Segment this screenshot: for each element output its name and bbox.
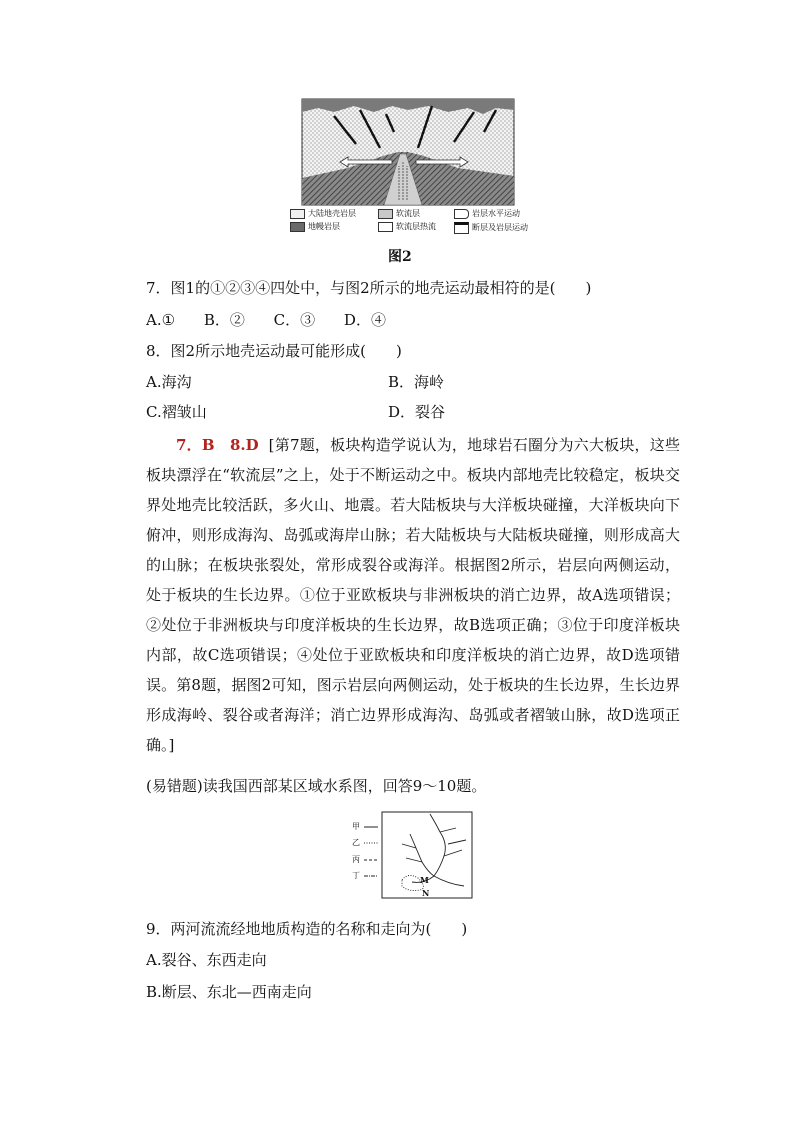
answer-explanation: [第7题，板块构造学说认为，地球岩石圈分为六大板块，这些板块漂浮在“软流层”之上，处于不断运动之中。板块内部地壳比较稳定，板块交界处地壳比较活跃，多火山、地震。若大陆板块与大洋板块碰撞，大洋板块向下俯冲，则形成海沟、岛弧或海岸山脉；若大陆板块与大陆板块碰撞，则形成高大的山脉；在板块张裂处，常形成裂谷或海洋。根据图2所示，岩层向两侧运动，处于板块的生长边界。①位于亚欧板块与非洲板块的消亡边界，故A选项错误；②处位于非洲板块与印度洋板块的生长边界，故B选项正确；③位于印度洋板块内部，故C选项错误；④处位于亚欧板块和印度洋板块的消亡边界，故D选项错误。第8题，据图2可知，图示岩层向两侧运动，处于板块的生长边界，生长边界形成海岭、裂谷或者海洋；消亡边界形成海沟、岛弧或者褶皱山脉，故D选项正确。] <box>146 436 680 754</box>
label-n: N <box>422 888 430 898</box>
legend-horizontal-motion <box>454 209 520 219</box>
river-map <box>344 810 474 902</box>
label-m: M <box>420 875 429 885</box>
legend-lines <box>364 827 378 876</box>
option-c[interactable]: C.褶皱山 <box>146 403 207 421</box>
legend-label: 断层及岩层运动 <box>472 223 528 232</box>
option-a[interactable]: A.裂谷、东西走向 <box>146 951 267 969</box>
legend-label: 地幔岩层 <box>308 222 340 231</box>
legend-asthenosphere-heat <box>378 222 436 232</box>
option-b[interactable]: B.断层、东北—西南走向 <box>146 983 312 1001</box>
answer-keys: 7．B 8.D <box>176 436 259 454</box>
legend-continental-crust <box>290 209 356 219</box>
section-intro: (易错题)读我国西部某区域水系图，回答9～10题。 <box>146 777 487 795</box>
figure-caption: 图2 <box>388 249 412 265</box>
legend-label: 软流层热流 <box>396 222 436 231</box>
legend-jia: 甲 <box>352 822 360 831</box>
legend-label: 软流层 <box>396 209 420 218</box>
legend-yi: 乙 <box>352 838 360 847</box>
option-a[interactable]: A.海沟 <box>146 373 192 391</box>
legend-mantle-rock <box>290 222 340 232</box>
question-9-stem: 9．两河流流经地地质构造的名称和走向为( ) <box>146 920 468 938</box>
question-8-stem: 8．图2所示地壳运动最可能形成( ) <box>146 342 402 360</box>
legend-label: 岩层水平运动 <box>472 209 520 218</box>
option-d[interactable]: D．④ <box>343 311 386 329</box>
legend-label: 大陆地壳岩层 <box>308 209 356 218</box>
legend-ding: 丁 <box>352 871 360 880</box>
answer-block <box>146 430 680 760</box>
option-b[interactable]: B．② <box>203 311 245 329</box>
question-7-options <box>146 310 410 330</box>
legend-asthenosphere <box>378 209 420 219</box>
option-a[interactable]: A.① <box>146 311 176 329</box>
figure-2 <box>288 96 528 236</box>
option-d[interactable]: D．裂谷 <box>388 403 446 421</box>
rift-diagram <box>288 96 520 208</box>
question-7-stem: 7．图1的①②③④四处中，与图2所示的地壳运动最相符的是( ) <box>146 279 592 297</box>
option-b[interactable]: B．海岭 <box>388 373 445 391</box>
legend-bing: 丙 <box>352 855 360 864</box>
legend-fault-motion <box>454 222 528 234</box>
river-map-drawing <box>344 810 474 902</box>
option-c[interactable]: C．③ <box>273 311 316 329</box>
